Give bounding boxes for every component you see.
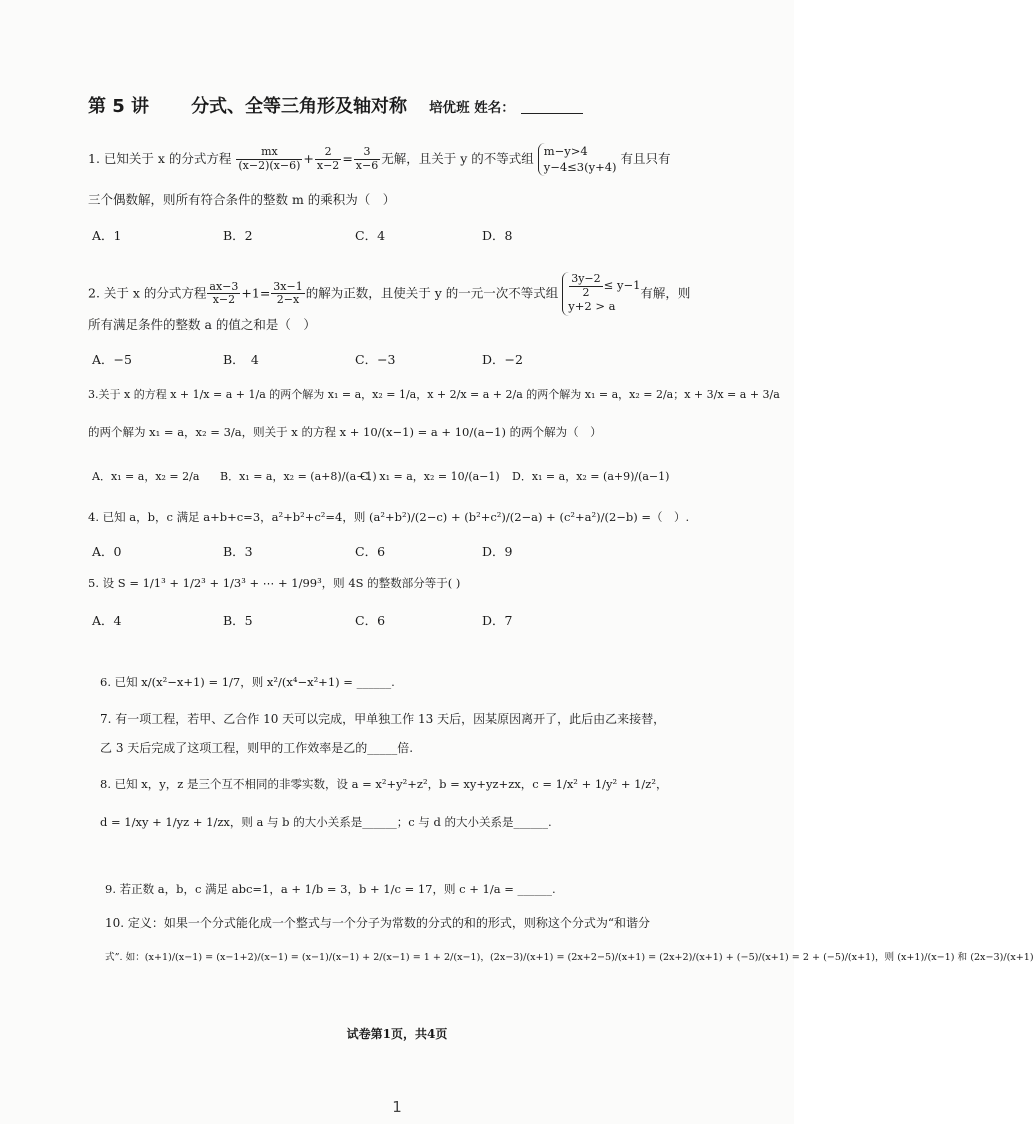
question-2-line-1: 2. 关于 x 的分式方程 $\frac{ax-3}{x-2}$ +1= $\frac{3x-1}{2-x}$ 的解为正数，且使关于 y 的一元一次不等式组 $\frac{3y-2}{2}$ ≤ y−1 y+2 > a 有解，则 xyxy=(88,272,690,316)
q1-inequality-system xyxy=(538,143,617,176)
q5-choice-d[interactable]: D．7 xyxy=(482,613,513,628)
q2-frac-1 xyxy=(207,281,240,307)
class-suffix: 班 姓名： xyxy=(456,100,515,116)
q1-choice-a[interactable]: A．1 xyxy=(92,228,122,243)
q1-sys-2: y−4≤3(y+4) xyxy=(543,159,617,174)
question-7-line-2: 乙 3 天后完成了这项工程，则甲的工作效率是乙的_____倍. xyxy=(100,741,414,755)
q4-choice-b[interactable]: B．3 xyxy=(223,544,253,559)
q3-choice-a[interactable]: A．x₁ = a，x₂ = 2/a xyxy=(92,470,200,483)
q4-choice-d[interactable]: D．9 xyxy=(482,544,513,559)
question-10-line-1: 10. 定义：如果一个分式能化成一个整式与一个分子为常数的分式的和的形式，则称这个分式为“和谐分 xyxy=(105,916,651,930)
q2-sys-f-num: 3y−2 xyxy=(571,272,601,285)
lecture-number: 第 5 讲 xyxy=(88,96,150,117)
q2-f1-den: x−2 xyxy=(212,293,236,307)
q1-f1-den: (x−2)(x−6) xyxy=(238,159,301,173)
question-8-line-2: d = 1/xy + 1/yz + 1/zx，则 a 与 b 的大小关系是______；c 与 d 的大小关系是______. xyxy=(100,815,552,829)
page-number: 1 xyxy=(392,1098,402,1116)
q3-choice-c[interactable]: C．x₁ = a，x₂ = 10/(a−1) xyxy=(360,470,500,483)
q1-frac-1 xyxy=(236,146,302,172)
q2-sys-f-den: 2 xyxy=(582,285,590,299)
q2-text-b: 的解为正数，且使关于 y 的一元一次不等式组 xyxy=(305,285,559,301)
question-1-line-1: 1. 已知关于 x 的分式方程 $\frac{mx}{(x-2)(x-6)}$ + $\frac{2}{x-2}$ = $\frac{3}{x-6}$ 无解，且关于 y 的不等式组 m−y>4 y−4≤3(y+4) 有且只有 xyxy=(88,143,671,176)
q1-frac-3 xyxy=(354,146,380,172)
q3-choice-b[interactable]: B．x₁ = a，x₂ = (a+8)/(a−1) xyxy=(220,470,377,483)
question-2-line-2: 所有满足条件的整数 a 的值之和是（ ） xyxy=(88,317,316,332)
q1-f1-num: mx xyxy=(236,146,302,160)
q2-f1-num: ax−3 xyxy=(209,279,239,293)
q1-f2-num: 2 xyxy=(315,146,341,160)
q1-frac-2 xyxy=(315,146,341,172)
q1-sys-1: m−y>4 xyxy=(543,144,588,158)
q4-choice-a[interactable]: A．0 xyxy=(92,544,122,559)
question-5-line-1: 5. 设 S = 1/1³ + 1/2³ + 1/3³ + ⋯ + 1/99³，则 4S 的整数部分等于( ) xyxy=(88,576,461,590)
q2-choice-d[interactable]: D．−2 xyxy=(482,352,523,367)
q2-choice-c[interactable]: C．−3 xyxy=(355,352,396,367)
q2-choice-b[interactable]: B． 4 xyxy=(223,352,259,367)
q1-choice-d[interactable]: D．8 xyxy=(482,228,513,243)
question-3-line-1: 3.关于 x 的方程 x + 1/x = a + 1/a 的两个解为 x₁ = a，x₂ = 1/a，x + 2/x = a + 2/a 的两个解为 x₁ = a，x₂ = 2/a；x + 3/x = a + 3/a xyxy=(88,388,780,401)
class-label: 培优 xyxy=(429,100,457,116)
q1-text-a: 1. 已知关于 x 的分式方程 xyxy=(88,151,232,167)
lecture-topic: 分式、全等三角形及轴对称 xyxy=(191,96,408,117)
q2-f2-num: 3x−1 xyxy=(273,279,303,293)
page-title xyxy=(88,92,583,118)
q2-sys-1-tail: ≤ y−1 xyxy=(603,278,641,293)
q2-sys-frac xyxy=(569,273,602,299)
question-8-line-1: 8. 已知 x，y，z 是三个互不相同的非零实数，设 a = x²+y²+z²，b = xy+yz+zx，c = 1/x² + 1/y² + 1/z²， xyxy=(100,777,668,791)
q2-text-c: 有解，则 xyxy=(640,285,691,301)
q1-f3-num: 3 xyxy=(354,146,380,160)
question-9-line-1: 9. 若正数 a，b，c 满足 abc=1，a + 1/b = 3，b + 1/c = 17，则 c + 1/a = ______. xyxy=(105,882,556,896)
question-1-line-2: 三个偶数解，则所有符合条件的整数 m 的乘积为（ ） xyxy=(88,192,396,207)
q1-choice-b[interactable]: B．2 xyxy=(223,228,253,243)
page-footer: 试卷第1页，共4页 xyxy=(346,1027,448,1041)
q2-frac-2 xyxy=(271,281,304,307)
question-3-line-2: 的两个解为 x₁ = a，x₂ = 3/a，则关于 x 的方程 x + 10/(x−1) = a + 10/(a−1) 的两个解为（ ） xyxy=(88,425,602,439)
q5-choice-c[interactable]: C．6 xyxy=(355,613,386,628)
question-10-line-2: 式”. 如：(x+1)/(x−1) = (x−1+2)/(x−1) = (x−1)/(x−1) + 2/(x−1) = 1 + 2/(x−1)，(2x−3)/(x+1) = (2x+2−5)/(x+1) = (2x+2)/(x+1) + (−5)/(x+1) = 2 + (−5)/(x+1)，则 (x+1)/(x−1) 和 (2x−3)/(x+1) xyxy=(105,952,1034,963)
question-6-line-1: 6. 已知 x/(x²−x+1) = 1/7，则 x²/(x⁴−x²+1) = ______. xyxy=(100,675,395,689)
q1-text-c: 有且只有 xyxy=(620,151,671,167)
q1-text-b: 无解，且关于 y 的不等式组 xyxy=(381,151,534,167)
q1-f3-den: x−6 xyxy=(355,159,379,173)
question-4-line-1: 4. 已知 a，b，c 满足 a+b+c=3，a²+b²+c²=4，则 (a²+b²)/(2−c) + (b²+c²)/(2−a) + (c²+a²)/(2−b) =（ ）. xyxy=(88,510,690,524)
q5-choice-a[interactable]: A．4 xyxy=(92,613,122,628)
q4-choice-c[interactable]: C．6 xyxy=(355,544,386,559)
q1-f2-den: x−2 xyxy=(316,159,340,173)
q5-choice-b[interactable]: B．5 xyxy=(223,613,253,628)
q2-sys-2: y+2 > a xyxy=(568,299,616,314)
name-blank[interactable] xyxy=(521,113,583,114)
q3-choice-d[interactable]: D．x₁ = a，x₂ = (a+9)/(a−1) xyxy=(512,470,670,483)
q2-inequality-system xyxy=(562,272,640,316)
q2-text-a: 2. 关于 x 的分式方程 xyxy=(88,285,207,301)
q2-choice-a[interactable]: A．−5 xyxy=(92,352,132,367)
question-7-line-1: 7. 有一项工程，若甲、乙合作 10 天可以完成，甲单独工作 13 天后，因某原因离开了，此后由乙来接替， xyxy=(100,712,666,726)
q2-f2-den: 2−x xyxy=(276,293,300,307)
q1-choice-c[interactable]: C．4 xyxy=(355,228,386,243)
